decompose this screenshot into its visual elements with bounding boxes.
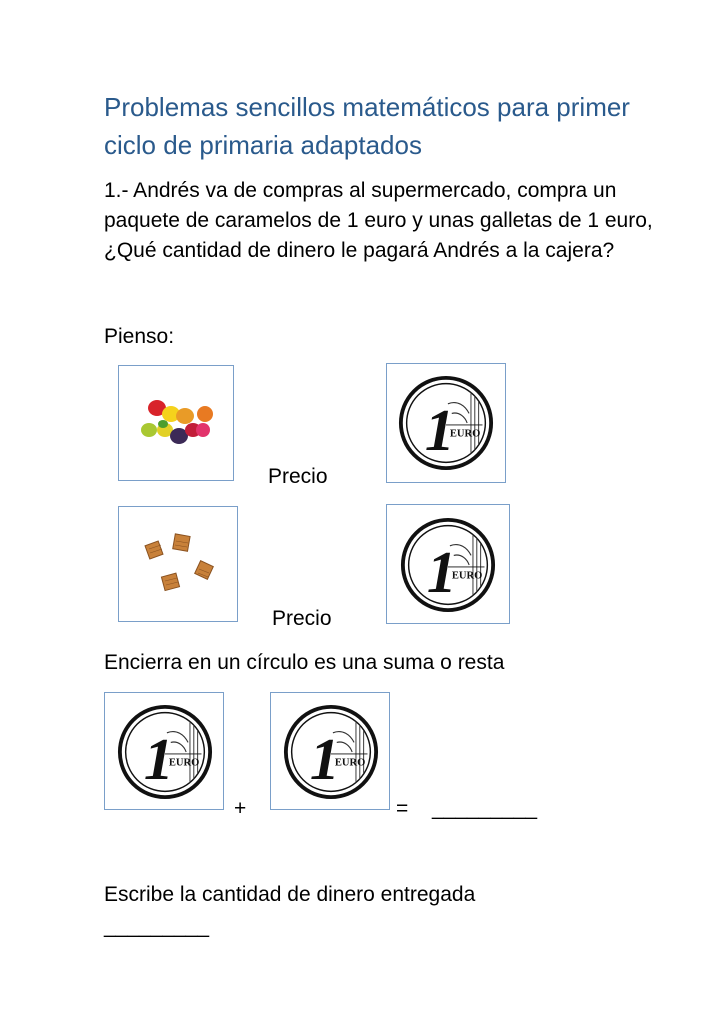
one-euro-coin-icon [400, 517, 496, 613]
candies-image-box [118, 365, 234, 481]
svg-text:EURO: EURO [334, 757, 366, 769]
svg-text:EURO: EURO [451, 570, 483, 582]
problem-text: 1.- Andrés va de compras al supermercado, compra un paquete de caramelos de 1 euro y unas galletas de 1 euro, ¿Qué cantidad de dinero le pagará Andrés a la cajera? [104, 179, 653, 262]
svg-text:EURO: EURO [449, 428, 481, 440]
svg-text:1: 1 [424, 396, 455, 463]
think-label: Pienso: [104, 325, 175, 348]
write-prompt: Escribe la cantidad de dinero entregada [104, 883, 476, 906]
instruction-text: Encierra en un círculo es una suma o resta [104, 651, 505, 674]
one-euro-coin-icon [398, 375, 494, 471]
price-label-1: Precio [268, 465, 328, 488]
cereal-image-box [118, 506, 238, 622]
svg-text:EURO: EURO [168, 757, 200, 769]
page-title: Problemas sencillos matemáticos para primer ciclo de primaria adaptados [104, 92, 630, 160]
coin-box-1 [386, 363, 506, 483]
svg-text:1: 1 [143, 725, 174, 792]
price-label-2: Precio [272, 607, 332, 630]
write-blank[interactable]: _________ [104, 915, 210, 938]
svg-text:1: 1 [426, 538, 457, 605]
candies-icon [119, 366, 233, 480]
svg-text:1: 1 [309, 725, 340, 792]
one-euro-coin-icon [117, 704, 213, 800]
cereal-icon [119, 507, 237, 621]
coin-box-2 [386, 504, 510, 624]
coin-box-3 [104, 692, 224, 810]
equals-sign: = [396, 797, 409, 820]
one-euro-coin-icon [283, 704, 379, 800]
plus-sign: + [234, 797, 247, 820]
coin-box-4 [270, 692, 390, 810]
answer-blank[interactable]: _________ [432, 797, 538, 820]
